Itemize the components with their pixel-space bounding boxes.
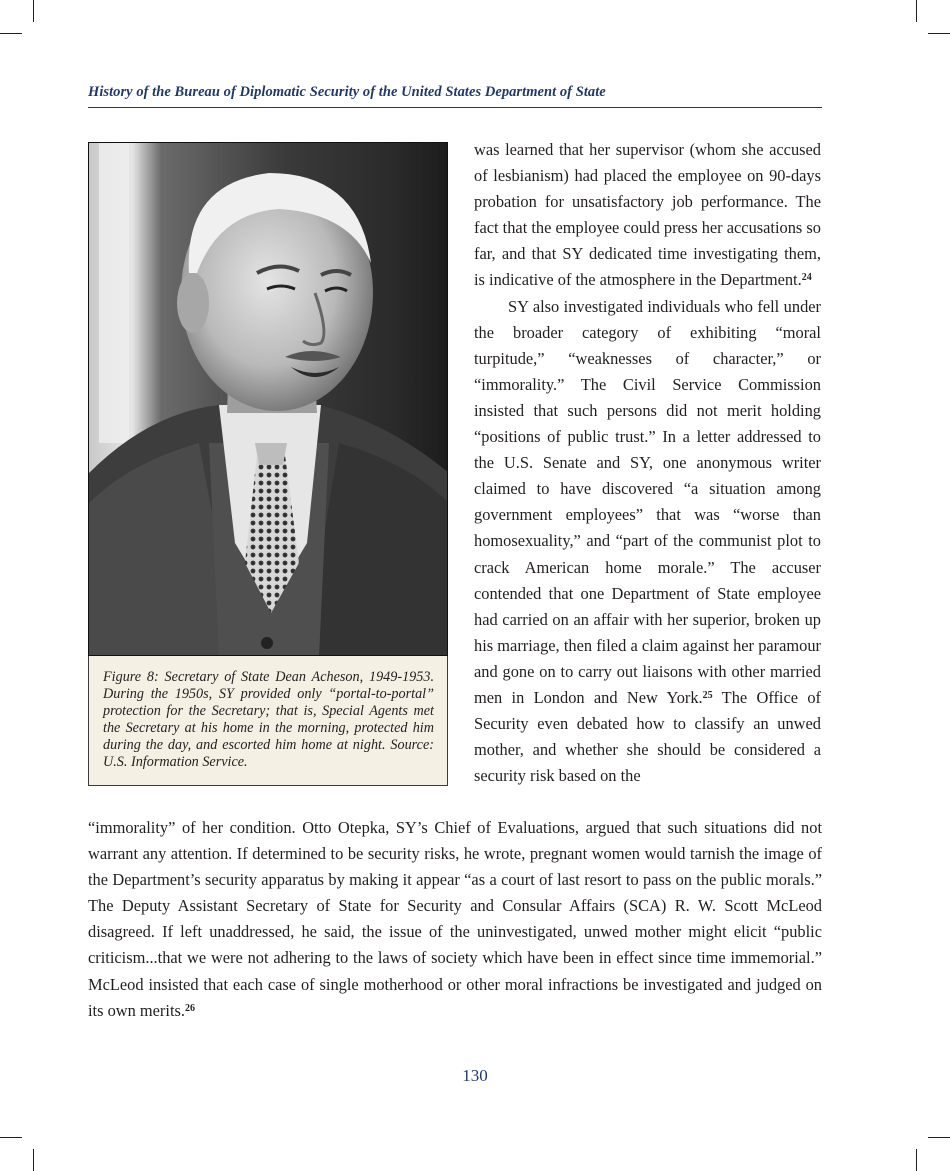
crop-mark — [33, 1149, 34, 1171]
crop-mark — [916, 1149, 917, 1171]
footnote-ref: 26 — [184, 1002, 195, 1014]
crop-mark — [33, 0, 34, 22]
crop-mark — [928, 1137, 950, 1138]
crop-mark — [928, 33, 950, 34]
running-header: History of the Bureau of Diplomatic Security of the United States Department of State — [88, 84, 606, 100]
portrait-photo — [88, 142, 448, 656]
paragraph-text: “immorality” of her condition. Otto Otepka, SY’s Chief of Evaluations, argued that such situations did not warrant any attention. If determined to be security risks, he wrote, pregnant women would tarnish the image of the Department’s security apparatus by making it appear “as a court of last resort to pass on the public morals.” The Deputy Assistant Secretary of State for Security and Consular Affairs (SCA) R. W. Scott McLeod disagreed. If left unaddressed, he said, the issue of the uninvestigated, unwed mother might elicit “public criticism...that we were not adhering to the laws of society which have been in effect since time immemorial.” McLeod insisted that each case of single motherhood or other moral infractions be investigated and judged on its own merits. — [88, 818, 822, 1020]
footnote-ref: 24 — [801, 272, 812, 284]
paragraph — [474, 294, 821, 790]
paragraph-text: was learned that her supervisor (whom she accused of lesbianism) had placed the employee on 90-days probation for unsatisfactory job performance. The fact that the employee could press her accusations so far, and that SY dedicated time investigating them, is indicative of the atmosphere in the Department. — [474, 140, 821, 290]
crop-mark — [916, 0, 917, 22]
page-number: 130 — [462, 1066, 488, 1085]
paragraph-text: The Office of Security even debated how to classify an unwed mother, and whether she should be considered a security risk based on the — [474, 687, 822, 786]
paragraph — [88, 815, 822, 1024]
full-width-text — [88, 815, 822, 1024]
figure-caption: Figure 8: Secretary of State Dean Acheson, 1949-1953. During the 1950s, SY provided only “portal-to-portal” protection for the Secretary; that is, Special Agents met the Secretary at his home in the morning, protected him during the day, and escorted him home at night. Source: U.S. Information Service. — [88, 656, 448, 786]
crop-mark — [0, 33, 22, 34]
header-rule — [88, 107, 822, 108]
paragraph-text: SY also investigated individuals who fell under the broader category of exhibiting “moral turpitude,” “weaknesses of character,” or “immorality.” The Civil Service Commission insisted that such persons did not merit holding “positions of public trust.” In a letter addressed to the U.S. Senate and SY, one anonymous writer claimed to have discovered “a situation among government employees” that was “worse than homosexuality,” and “part of the communist plot to crack American home morale.” The accuser contended that one Department of State employee had carried on an affair with her superior, broken up his marriage, then filed a claim against her paramour and gone on to carry out liaisons with other married men in London and New York. — [474, 296, 821, 707]
portrait-illustration — [89, 143, 448, 656]
footnote-ref: 25 — [702, 689, 713, 701]
right-column — [474, 137, 821, 789]
paragraph — [474, 137, 821, 294]
crop-mark — [0, 1137, 22, 1138]
